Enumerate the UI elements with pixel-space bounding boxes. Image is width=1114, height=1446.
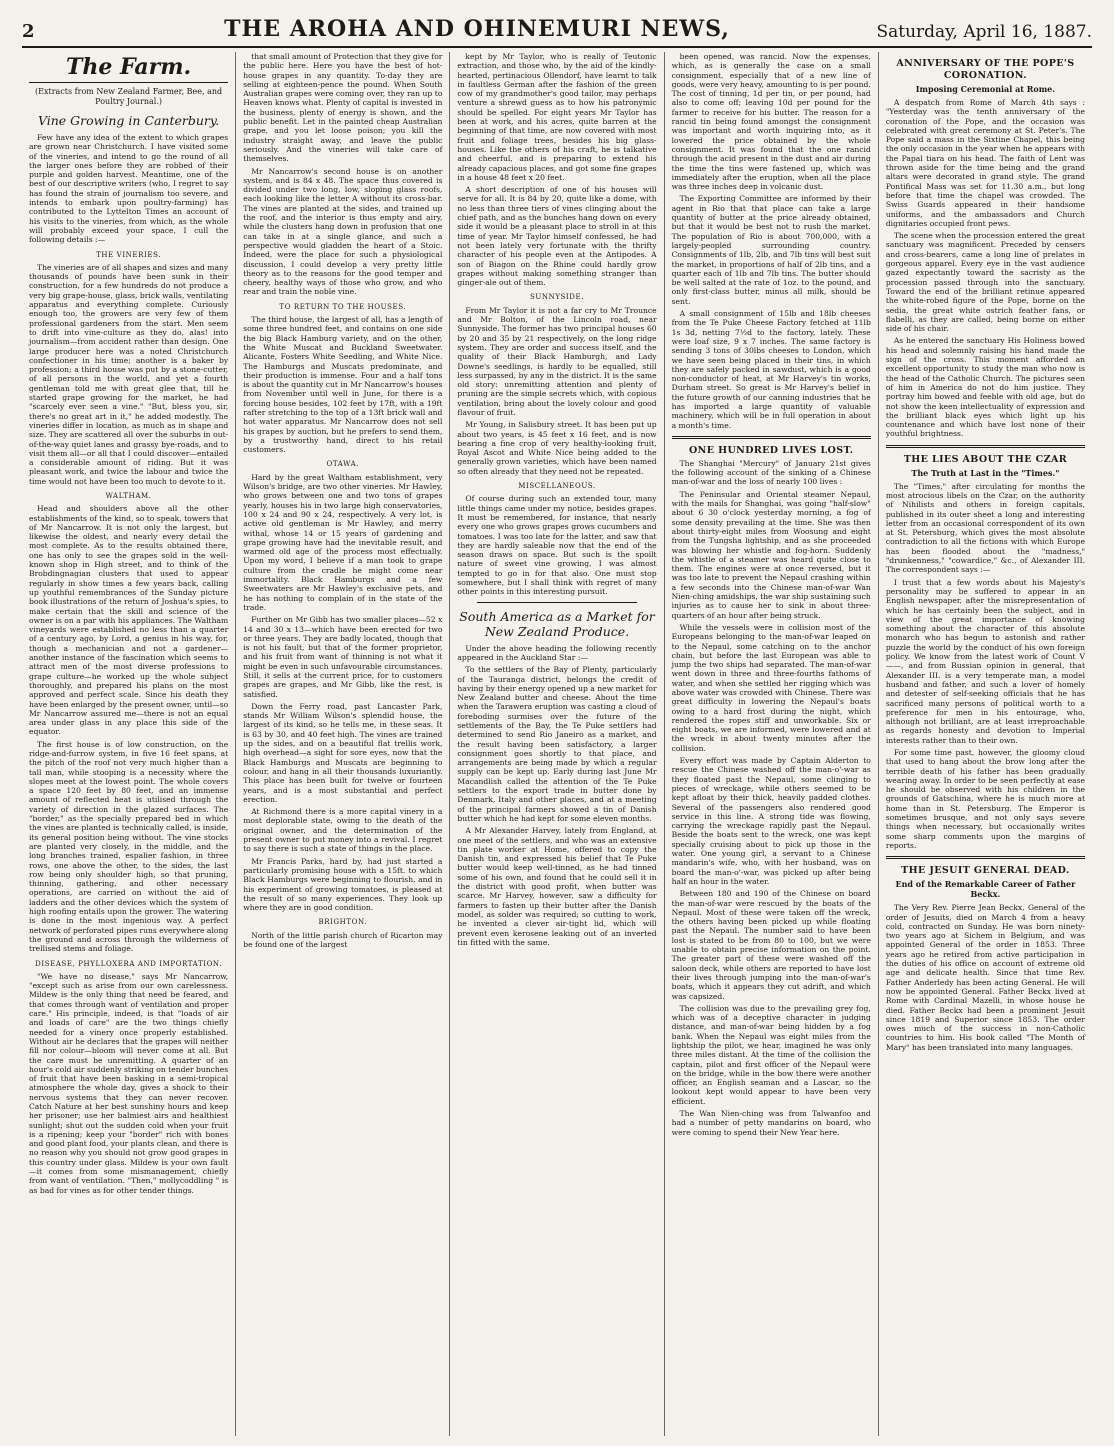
article-title-south-america: South America as a Market for New Zealand Produce. xyxy=(459,608,655,639)
article-paragraph: The scene when the procession entered the great sanctuary was magnificent. Preceded by censers and cross-bearers, came a long line of prelates in gorgeous apparel. Every eye in the vast audience gazed expectantly toward the sacristy as the procession passed through into the sanctuary. Toward the end of the brilliant retinue appeared the white-robed figure of the Pope, borne on the sedia, the great white ostrich feather fans, or flabelli, as they are called, being borne on either side of his chair. xyxy=(885,231,1086,334)
subhead-vineries: THE VINERIES. xyxy=(96,250,162,259)
article-paragraph: The Very Rev. Pierre Jean Beckx, General of the order of Jesuits, died on March 4 from a heavy cold, contracted on Sunday. He was born ninety-two years ago at Sichem in Belgium, and was appointed General of the order in 1853. Three years ago he retired from active participation in the duties of his office on account of extreme old age and delicate health. Since that time Rev. Father Anderledy has been acting General. He will now be appointed General. Father Beckx lived at Rome with Cardinal Mazelli, in whose house he died. Father Beckx had been a prominent Jesuit since 1819 and Superior since 1853. The order owes much of the success in non-Catholic countries to him. His book called "The Month of Mary" has been translated into many languages. xyxy=(885,903,1086,1052)
article-paragraph: For some time past, however, the gloomy cloud that used to hang about the brow long after the terrible death of his father has been gradually wearing away. In order to be seen perfectly at ease he should be observed with his children in the grounds of Gatschina, where he is much more at home than in St. Petersburg. The Emperor is sometimes brusque, and not only says severe things when necessary, but occasionally writes some sharp comments upon the margins of reports. xyxy=(885,748,1086,850)
article-paragraph: To the settlers of the Bay of Plenty, particularly of the Tauranga district, belongs the credit of having by their energy opened up a new market for New Zealand butter and cheese. About the time when the Tarawera eruption was casting a cloud of foreboding surmises over the future of the settlements of the Bay, the Te Puke settlers had determined to send Rio Janeiro as a market, and the result having been satisfactory, a larger consignment goes shortly to that place, and arrangements are being made by which a regular supply can be kept up. Early during last June Mr Macandlish called the attention of the Te Puke settlers to the export trade in butter done by Denmark, Italy and other places, and at a meeting of the principal farmers showed a tin of Danish butter which he had kept for some eleven months. xyxy=(457,665,657,823)
article-paragraph: kept by Mr Taylor, who is really of Teutonic extraction, and those who, by the aid of the kindly-hearted, pertinacious Ollendorf, have learnt to talk in faultless German after the fashion of the green cow of my grandmother's good tailor, may perhaps venture a shrewd guess as to how his patronymic should be spelled. For eight years Mr Taylor has been at work, and his acres, quite barren at the beginning of that time, are now covered with most fruit and foliage trees, besides his big glass-houses. Like the others of his craft, he is talkative and cheerful, and is preparing to extend his already capacious places, and got some fine grapes in a house 48 feet x 20 feet. xyxy=(457,52,657,182)
column-2 xyxy=(236,52,450,1436)
farm-source: (Extracts from New Zealand Farmer, Bee, and Poultry Journal.) xyxy=(35,87,223,106)
issue-date: Saturday, April 16, 1887. xyxy=(876,22,1092,42)
article-paragraph: Head and shoulders above all the other establishments of the kind, so to speak, towers that of Mr Nancarrow. It is not only the largest, but likewise the oldest, and nearly every detail the most complete. As to the results obtained there, one has only to see the grapes sold in the well-known shop in High street, and to think of the Brobdingnagian clusters that used to appear regularly in show times a few years back, calling up youthful remembrances of the Sunday picture book illustrations of the return of Joshua's spies, to make certain that the skill and science of the owner is on a par with his appliances. The Waltham vineyards were established no less than a quarter of a century ago, by Lord, a genius in his way, for, though a mechanician and not a gardener—another instance of the fascination which seems to attract men of the most diverse professions to grape culture—he worked up the whole subject thoroughly, and prepared his plans on the most approved and perfect scale. Since his death they have been enlarged by the present owner, until—so Mr Nancarrow assured me—there is not an equal area under glass in any place this side of the equator. xyxy=(29,504,229,737)
article-title-jesuit: THE JESUIT GENERAL DEAD. xyxy=(901,865,1070,877)
article-paragraph: The vineries are of all shapes and sizes and many thousands of pounds have been sunk in their construction, for a few hundreds do not produce a very big grape-house, glass, brick walls, ventilating apparatus and everything complete. Curiously enough too, the growers are very few of them professional gardeners from the start. Men seem to drift into vine-culture as they do, alas! into journalism—from accident rather than design. One large producer here was a noted Christchurch confectioner in his time; another is a baker by profession; a third house was put by a stone-cutter, of all persons in the world, and yet a fourth gentleman told me with great glee that, till he started grape growing for the market, he had "scarcely ever seen a vine." "But, bless you, sir, there's no great art in it," he added modestly. The vineries differ in location, as much as in shape and size. They are scattered all over the suburbs in out-of-the-way quiet lanes and grassy bye-roads, and to visit them all—or all that I could discover—entailed a considerable amount of riding. But it was pleasant work, and twice the labour and twice the time would not have been too much to devote to it. xyxy=(29,262,229,486)
article-paragraph: The Peninsular and Oriental steamer Nepaul, with the mails for Shanghai, was going "half-slow" about 6 30 o'clock yesterday morning, a fog of some density prevailing at the time. She was then about thirty-eight miles from Woosung and eight from the Tungsha lightship, and as she proceeded was blowing her whistle and fog-horn. Suddenly the whistle of a steamer was heard quite close to them. The engines were at once reversed, but it was too late to prevent the Nepaul crashing within a few seconds into the Chinese man-of-war Wan Nien-ching amidships, the war ship sustaining such injuries as to cause her to sink in about three-quarters of an hour after being struck. xyxy=(671,489,871,620)
article-paragraph: Of course during such an extended tour, many little things came under my notice, besides grapes. It must be remembered, for instance, that nearly every one who grows grapes grows cucumbers and tomatoes. I was too late for the latter, and saw that they are hardly saleable now that the end of the season draws on space. But such is the spoilt nature of sweet vine growing, I was almost tempted to go in for that also. One must stop somewhere, but I shall think with regret of many other points in this interesting pursuit. xyxy=(457,494,657,597)
article-paragraph: The first house is of low construction, on the ridge-and-furrow system, in five 16 feet spans, at the pitch of the roof not very much higher than a tall man, while stooping is a necessity where the slopes meet at the lowest point. The whole covers a space 120 feet by 80 feet, and an immense amount of reflected heat is utilised through the variety of direction in the glazed surfaces. The "border," as the specially prepared bed in which the vines are planted is technically called, is inside, its general position being without. The vine stocks are planted very closely, in the middle, and the long branches trained, espalier fashion, in three rows, one above the other, to the sides, the last row being only shoulder high, so that pruning, thinning, gathering, and other necessary operations, are carried on without the aid of ladders and the other devices which the system of high roofing entails upon the grower. The watering is done in the most ingenious way. A perfect network of perforated pipes runs everywhere along the ground and across through the wilderness of trellised stems and foliage. xyxy=(29,739,229,954)
article-paragraph: A small consignment of 15lb and 18lb cheeses from the Te Puke Cheese Factory fetched at 11lb 1s 3d, netting 7½d to the factory, lately. These were loaf size, 9 x 7 inches. The same factory is sending 3 tons of 30lbs cheeses to London, which we have seen being placed in their tins, in which they are safely packed in sawdust, which is a good non-conductor of heat, at Mr Harvey's tin works, Durham street. So great is Mr Harvey's belief in the future growth of our canning industries that he has imported a large quantity of valuable machinery, which will be in full operation in about a month's time. xyxy=(671,309,871,430)
page-columns xyxy=(22,52,1092,1436)
subhead-waltham: WALTHAM. xyxy=(105,491,152,500)
article-paragraph: Mr Nancarrow's second house is on another system, and is 84 x 48. The space thus covered is divided under two long, low, sloping glass roofs, each looking like the letter A without its cross-bar. The vines are planted at the sides, and trained up the roof, and the interior is thus empty and airy, while the clusters hang down in profusion that one can take in at a single glance, and such a perspective would gladden the heart of a Stoic. Indeed, were the place for such a physiological discussion, I could develop a very pretty little theory as to the reasons for the good temper and cheery, healthy ways of those who grow, and who rear and train the noble vine. xyxy=(243,166,443,297)
column-3 xyxy=(450,52,664,1436)
subhead-return: TO RETURN TO THE HOUSES. xyxy=(279,302,407,311)
article-paragraph: The Wan Nien-ching was from Talwanfoo and had a number of petty mandarins on board, who were coming to spend their New Year here. xyxy=(671,1109,871,1137)
article-paragraph: A despatch from Rome of March 4th says : "Yesterday was the tenth anniversary of the coronation of the Pope, and the occasion was celebrated with great ceremony at St. Peter's. The Pope said a mass in the Sixtine Chapel, this being the only occasion in the year when he appears with the Papal tiara on his head. The faith of Lent was thrown aside for the time being and the grand altars were decorated in grand style. The grand Pontifical Mass was set for 11.30 a.m., but long before that time the chapel was crowded. The Swiss Guards appeared in their handsome uniforms, and the ambassadors and Church dignitaries occupied front pews. xyxy=(885,98,1086,228)
article-paragraph: As he entered the sanctuary His Holiness bowed his head and solemnly raising his hand made the sign of the cross. This moment afforded an excellent opportunity to study the man who now is the head of the Catholic Church. The pictures seen of him in America do not do him justice. They portray him bowed and feeble with old age, but do not show the keen intellectuality of expression and the brilliant black eyes which light up his countenance and which have lost none of their youthful brightness. xyxy=(885,336,1086,439)
subhead-otawa: OTAWA. xyxy=(326,460,360,469)
article-paragraph: North of the little parish church of Ricarton may be found one of the largest xyxy=(243,930,443,950)
article-paragraph: The collision was due to the prevailing grey fog, which was of a deceptive character in judging distance, and man-of-war being hidden by a fog bank. When the Nepaul was eight miles from the lightship the pilot, we hear, imagined he was only three miles distant. At the time of the collision the captain, pilot and first officer of the Nepaul were on the bridge, while in the bow there were another officer, an English seaman and a Lascar, so the lookout kept would appear to have been very efficient. xyxy=(671,1003,871,1106)
subhead-miscellaneous: MISCELLANEOUS. xyxy=(518,482,596,491)
article-divider xyxy=(886,856,1085,859)
article-paragraph: From Mr Taylor it is not a far cry to Mr Trounce and Mr Bolton, of the Lincoln road, near Sunnyside. The former has two principal houses 60 by 20 and 35 by 21 respectively, on the long ridge system. They are order and success itself, and the quality of their Black Hamburgh, and Lady Downe's seedlings, is hardly to be equalled, still less surpassed, by any in the district. It is the same old story: unremitting attention and plenty of pruning are the simple secrets which, with copious ventilation, bring about the lovely colour and good flavour of fruit. xyxy=(457,305,657,417)
article-paragraph: Under the above heading the following recently appeared in the Auckland Star :— xyxy=(457,643,657,662)
article-title-vine-growing: Vine Growing in Canterbury. xyxy=(37,113,220,128)
page-number: 2 xyxy=(22,21,35,42)
subhead-brighton: BRIGHTON. xyxy=(318,918,368,927)
newspaper-title: THE AROHA AND OHINEMURI NEWS, xyxy=(224,16,730,42)
article-paragraph: Mr Francis Parks, hard by, had just started a particularly promising house with a 15ft. to which Black Hamburgs were beginning to flourish, and in his experiment of growing tomatoes, is pleased at the result of so many experiences. They look up where they are in good condition. xyxy=(243,856,443,913)
article-paragraph: A Mr Alexander Harvey, lately from England, at one meet of the settlers, and who was an extensive tin plate worker at Home, offered to copy the Danish tin, and expressed his belief that Te Puke butter would keep well-tinned, as he had tinned some of his own, and found that he could sell it in the district with good profit, when butter was scarce. Mr Harvey, however, saw a difficulty for farmers to fasten up their butter after the Danish model, as solder was required; so cutting to work, he invented a clever air-tight lid, which will prevent even kerosene leaking out of an inverted tin fitted with the same. xyxy=(457,826,657,947)
article-deck-czar: The Truth at Last in the "Times." xyxy=(911,467,1060,478)
article-paragraph: Few have any idea of the extent to which grapes are grown near Christchurch. I have visited some of the vineries, and intend to go the round of all the larger ones before they are robbed of their purple and golden harvest. Meantime, one of the best of our descriptive writers (who, I regret to say has found the strain of journalism too severe, and intends to embark upon poultry-farming) has contributed to the Lyttelton Times an account of his visits to the vineries, from which, as the whole will probably exceed your space, I cull the following details :— xyxy=(29,133,229,245)
article-divider xyxy=(886,445,1085,448)
masthead xyxy=(22,12,1092,48)
article-title-pope: ANNIVERSARY OF THE POPE'S CORONATION. xyxy=(896,58,1075,81)
article-divider xyxy=(672,436,871,439)
article-paragraph: Mr Young, in Salisbury street. It has been put up about two years, is 45 feet x 16 feet, and is now bearing a fine crop of very healthy-looking fruit, Royal Ascot and White Nice being added to the generally grown varieties, which have been named so often already that they need not be repeated. xyxy=(457,420,657,476)
article-paragraph: The Shanghai "Mercury" of January 21st gives the following account of the sinking of a Chinese man-of-war and the loss of nearly 100 lives : xyxy=(671,458,871,487)
article-deck-pope: Imposing Ceremonial at Rome. xyxy=(915,84,1056,94)
article-divider xyxy=(477,602,636,603)
subhead-sunnyside: SUNNYSIDE. xyxy=(529,293,585,302)
subhead-disease: DISEASE, PHYLLOXERA AND IMPORTATION. xyxy=(35,959,223,968)
article-paragraph: Every effort was made by Captain Alderton to rescue the Chinese washed off the man-o'-war as they floated past the Nepaul, some clinging to pieces of wreckage, while others seemed to be kept afloat by their thick, heavily padded clothes. Several of the passengers also rendered good service in this line. A strong tide was flowing, carrying the wreckage rapidly past the Nepaul. Beside the boats sent to the wreck, one was kept specially cruising about to pick up those in the water. One young girl, a servant to a Chinese mandarin's wife, who, with her husband, was on board the man-o'-war, was picked up after being half an hour in the water. xyxy=(671,756,871,886)
article-paragraph: Down the Ferry road, past Lancaster Park, stands Mr William Wilson's splendid house, the largest of its kind, so he tells me, in these seas. It is 63 by 30, and 40 feet high. The vines are trained up the sides, and on a beautiful flat trellis work, high overhead—a sight for sore eyes, now that the Black Hamburgs and Muscats are beginning to colour, and hang in all their thousands luxuriantly. This place has been built for twelve or fourteen years, and is a most substantial and perfect erection. xyxy=(243,701,443,804)
article-paragraph: The Exporting Committee are informed by their agent in Rio that that place can take a large quantity of butter at the price already obtained, but that it would be best not to rush the market. The population of Rio is about 700,000, with a largely-peopled surrounding country. Consignments of 1lb, 2lb, and 7lb tins will best suit the market, in proportions of half of 2lb tins, and a quarter each of 1lb and 7lb tins. The butter should be well salted at the rate of 1oz. to the pound, and only first-class butter, minus all milk, should be sent. xyxy=(671,194,871,306)
column-1 xyxy=(22,52,236,1436)
article-paragraph: While the vessels were in collision most of the Europeans belonging to the man-of-war leaped on to the Nepaul, some catching on to the anchor chain, but before the last European was able to jump the two ships had separated. The man-of-war went down in three and three-fourths fathoms of water, and when she settled her rigging which was above water was crowded with Chinese. There was great difficulty in lowering the Nepaul's boats owing to a hard frost during the night, which rendered the ropes stiff and unworkable. Six or eight boats, we are informed, were lowered and at the wreck in about twenty minutes after the collision. xyxy=(671,622,871,753)
article-paragraph: I trust that a few words about his Majesty's personality may be suffered to appear in an English newspaper, after the misrepresentation of which he has certainly been the subject, and in view of the great importance of knowing something about the character of this absolute monarch who has begun to astonish and rather puzzle the world by the conduct of his own foreign policy. We know from the latest work of Count V——, and from Russian opinion in general, that Alexander III. is a very temperate man, a model husband and father, and such a lover of homely and detester of self-seeking officials that he has sacrificed many persons of political worth to a preference for men in his entourage, who, although not brilliant, are at least irreproachable as regards honesty and devotion to Imperial interests rather than to their own. xyxy=(885,577,1086,745)
article-paragraph: Hard by the great Waltham establishment, very Wilson's bridge, are two other vineries. Mr Hawley, who grows between one and two tons of grapes yearly, houses his in two large high conservatories, 100 x 24 and 90 x 24, respectively. A very lot, is active old gentleman is Mr Hawley, and merry withal, whose 14 or 15 years of gardening and grape growing have had the inevitable result, and warmed old age of the process most effectually. Upon my word, I believe if a man took to grape culture from the cradle he might come near immortality. Black Hamburgs and a few Sweetwaters are Mr Hawley's exclusive pets, and he has nothing to complain of in the state of the trade. xyxy=(243,472,443,612)
article-paragraph: The "Times," after circulating for months the most atrocious libels on the Czar, on the authority of Nihilists and others in foreign capitals, published in its outer sheet a long and interesting letter from an occasional correspondent of its own at St. Petersburg, which gives the most absolute contradiction to all the fictions with which Europe has been flooded about the "madness," "drunkenness," "cowardice," &c., of Alexander III. The correspondent says :— xyxy=(885,481,1086,575)
article-title-hundred-lives: ONE HUNDRED LIVES LOST. xyxy=(688,444,854,456)
article-title-czar: THE LIES ABOUT THE CZAR xyxy=(903,453,1068,465)
article-paragraph: A short description of one of his houses will serve for all. It is 84 by 20, quite like a dome, with no less than three tiers of vines clinging about the chief path, and as the bunches hang down on every side it would be a pleasant place to stroll in at this time of year. Mr Taylor himself confessed, he had not been lately very fortunate with the thrifty character of his people even at the Antipodes. A son of Biagon on the Rhine could hardly grow grapes without making something stranger than ginger-ale out of them. xyxy=(457,185,657,288)
article-paragraph: The third house, the largest of all, has a length of some three hundred feet, and contains on one side the big Black Hamburg variety, and on the other, the White Muscat and Buckland Sweetwater. Alicante, Fosters White Seedling, and White Nice. The Hamburgs and Muscats predominate, and their production is immense. Four and a half tons is about the quantity cut in Mr Nancarrow's houses from November until well in June, for there is a forcing house besides, 102 feet by 17ft, with a 19ft rafter stretching to the top of a 13ft brick wall and hot water apparatus. Mr Nancarrow does not sell his grapes by auction, but he prefers to send them, by a trustworthy hand, direct to his retail customers. xyxy=(243,315,443,455)
article-paragraph: At Richmond there is a more capital vinery in a most deplorable state, owing to the death of the original owner, and the determination of the present owner to put money into a revival. I regret to say there is such a state of things in the place. xyxy=(243,807,443,854)
article-deck-jesuit: End of the Remarkable Career of Father Beckx. xyxy=(895,879,1076,900)
article-paragraph: Between 180 and 190 of the Chinese on board the man-of-war were rescued by the boats of the Nepaul. Most of these were taken off the wreck, the others having been picked up while floating past the Nepaul. The number said to have been lost is stated to be from 80 to 100, but we were unable to obtain precise information on the point. The greater part of these were washed off the saloon deck, while others are reported to have lost their lives through jumping into the man-of-war's boats, which it appears they cut adrift, and which was capsized. xyxy=(671,889,871,1001)
article-paragraph: that small amount of Protection that they give for the public here. Here you have the best of hot-house grapes in any quantity. To-day they are selling at eighteen-pence the pound. When South Australian grapes were coming over, they ran up to Heaven knows what. Plenty of capital is invested in the business, plenty of energy is shown, and the public benefit. Let in the painted cheap Australian grape, and you let loose poison; you kill the industry straight away, and leave the public seriously. And the vineries will take care of themselves. xyxy=(243,52,443,164)
article-paragraph: "We have no disease," says Mr Nancarrow, "except such as arise from our own carelessness. Mildew is the only thing that need be feared, and that comes through want of ventilation and proper care." His principle, indeed, is that "loads of air and loads of care" are the two things chiefly needed for a vinery once properly established. Without air he declares that the grapes will neither fill nor colour—bloom will never come at all. But the care must be unremitting. A quarter of an hour's cold air suddenly striking on tender bunches of fruit that have been basking in a semi-tropical atmosphere the whole day, gives a shock to their nervous systems that they can never recover. Catch Nature at her best sunshiny hours and keep her prisoner; use her balmiest airs and healthiest sunlight; shut out the sudden cold when your fruit is a ripening; keep your "border" rich with bones and good plant food, your plants clean, and there is no reason why you should not grow good grapes in this country under glass. Mildew is your own fault—it comes from some mismanagement, chiefly from want of ventilation. "Then," mollycoddling " is as bad for vines as for other tender things. xyxy=(29,971,229,1195)
column-4 xyxy=(665,52,879,1436)
section-title-farm: The Farm. xyxy=(29,54,228,83)
column-5 xyxy=(879,52,1092,1436)
article-paragraph: been opened, was rancid. Now the expenses, which, as is generally the case on a small consignment, especially that of a new line of goods, were very heavy, amounting to is per pound. The cost of tinning, 1d per tin, or per pound, had also to come off; leaving 10d per pound for the farmer to receive for his butter. The reason for a rancid tin being found amongst the consignment was important and worth inquiring into, as it lowered the price obtained by the whole consignment. It was found that the one rancid through the acid present in the dust and air during the time the tins were fastened up, which was immediately after the eruption, when all the place was three inches deep in volcanic dust. xyxy=(671,52,871,192)
article-paragraph: Further on Mr Gibb has two smaller places—52 x 14 and 30 x 13—which have been erected for two or three years. They are badly located, though that is not his fault, but that of the former proprietor, and his fruit from want of thinning is not what it might be even in such unfavourable circumstances. Still, it sells at the current price, for to customers grapes are grapes, and Mr Gibb, like the rest, is satisfied. xyxy=(243,615,443,699)
